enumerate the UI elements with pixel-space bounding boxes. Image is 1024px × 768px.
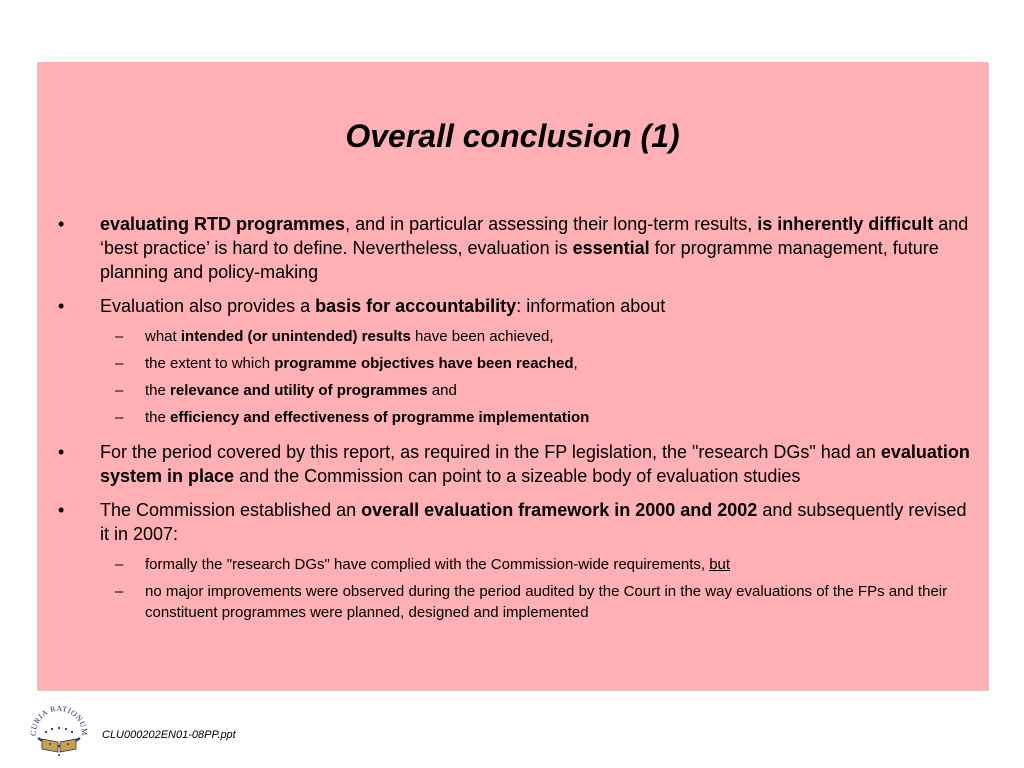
bullet-1 [58,212,970,284]
bullet-4 [58,498,970,546]
sub-bullet: – the extent to which programme objectives have been reached, [115,355,578,372]
bullet-marker: • [58,442,65,462]
file-name: CLU000202EN01-08PP.ppt [102,729,236,741]
bullet-4-sublist [58,554,970,623]
curia-rationum-seal-icon [28,698,90,760]
sub-marker: – [115,328,124,345]
bullet-4-text: The Commission established an overall evaluation framework in 2000 and 2002 and subsequently revised it in 2007: [100,500,967,544]
bullet-2 [58,294,970,318]
sub-bullet: – formally the "research DGs" have complied with the Commission-wide requirements, but [115,556,731,573]
sub-marker: – [115,409,124,426]
bullet-marker: • [58,214,65,234]
bullet-marker: • [58,500,65,520]
slide-title: Overall conclusion (1) [345,118,680,154]
sub-marker: – [115,355,124,372]
bullet-3 [58,440,970,488]
court-of-auditors-logo [28,698,90,760]
bullet-marker: • [58,296,65,316]
bullet-2-sublist [58,326,970,428]
sub-bullet: – the relevance and utility of programmes and [115,382,457,399]
sub-bullet: – what intended (or unintended) results have been achieved, [115,328,554,345]
sub-marker: – [115,382,124,399]
bullet-2-text: Evaluation also provides a basis for accountability: information about [100,296,666,316]
svg-text:CURIA RATIONUM: CURIA RATIONUM [28,703,90,737]
sub-bullet: – no major improvements were observed during the period audited by the Court in the way evaluations of the FPs and their constituent programmes were planned, designed and implemented [115,583,948,621]
sub-marker: – [115,583,124,600]
sub-marker: – [115,556,124,573]
bullet-1-text: evaluating RTD programmes, and in particular assessing their long-term results, is inherently difficult and ‘best practice’ is hard to define. Nevertheless, evaluation is essential for programme management, future planning and policy-making [100,214,969,282]
slide-body [58,212,970,635]
bullet-3-text: For the period covered by this report, as required in the FP legislation, the "research DGs" had an evaluation system in place and the Commission can point to a sizeable body of evaluation studies [100,442,970,486]
sub-bullet: – the efficiency and effectiveness of programme implementation [115,409,590,426]
